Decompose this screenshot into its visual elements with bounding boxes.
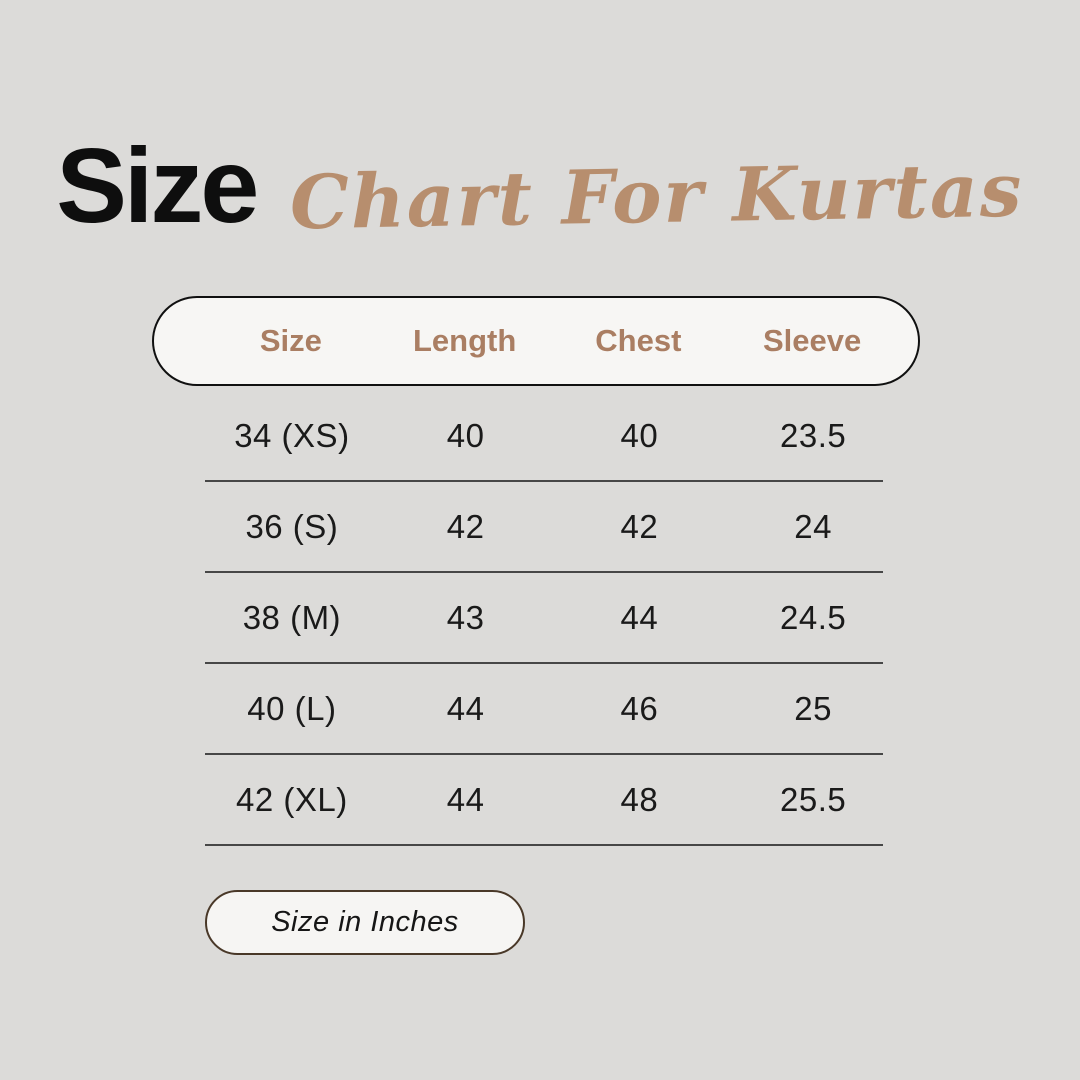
table-row (205, 664, 900, 753)
table-row (205, 573, 900, 662)
cell-chest: 46 (620, 689, 659, 727)
cell-sleeve: 25.5 (780, 780, 847, 818)
title-script-chart-for-kurtas: Chart For Kurtas (289, 147, 1025, 247)
column-header-length: Length (412, 323, 517, 358)
table-row (205, 391, 900, 480)
cell-length: 44 (446, 780, 485, 818)
cell-length: 40 (446, 416, 485, 454)
table-row (205, 482, 900, 571)
cell-sleeve: 24 (794, 507, 832, 545)
size-in-inches-badge (205, 890, 525, 955)
table-header-pill (152, 296, 920, 386)
cell-size: 34 (XS) (234, 416, 350, 454)
cell-size: 42 (XL) (236, 780, 348, 818)
cell-sleeve: 25 (794, 689, 832, 727)
cell-sleeve: 23.5 (780, 416, 847, 454)
cell-sleeve: 24.5 (780, 598, 847, 636)
column-header-sleeve: Sleeve (762, 323, 862, 358)
cell-length: 43 (446, 598, 485, 636)
column-header-chest: Chest (595, 323, 682, 358)
column-header-size: Size (259, 323, 322, 358)
table-row (205, 755, 900, 844)
cell-chest: 48 (620, 780, 659, 818)
cell-chest: 44 (620, 598, 659, 636)
cell-size: 40 (L) (247, 689, 337, 727)
cell-size: 36 (S) (245, 507, 339, 545)
cell-length: 42 (446, 507, 485, 545)
cell-length: 44 (446, 689, 485, 727)
page-title (0, 128, 1080, 245)
cell-size: 38 (M) (242, 598, 342, 636)
size-table (205, 391, 900, 846)
cell-chest: 42 (620, 507, 659, 545)
cell-chest: 40 (620, 416, 659, 454)
size-in-inches-label: Size in Inches (271, 906, 459, 938)
row-divider (205, 844, 883, 846)
title-word-size: Size (56, 127, 257, 245)
